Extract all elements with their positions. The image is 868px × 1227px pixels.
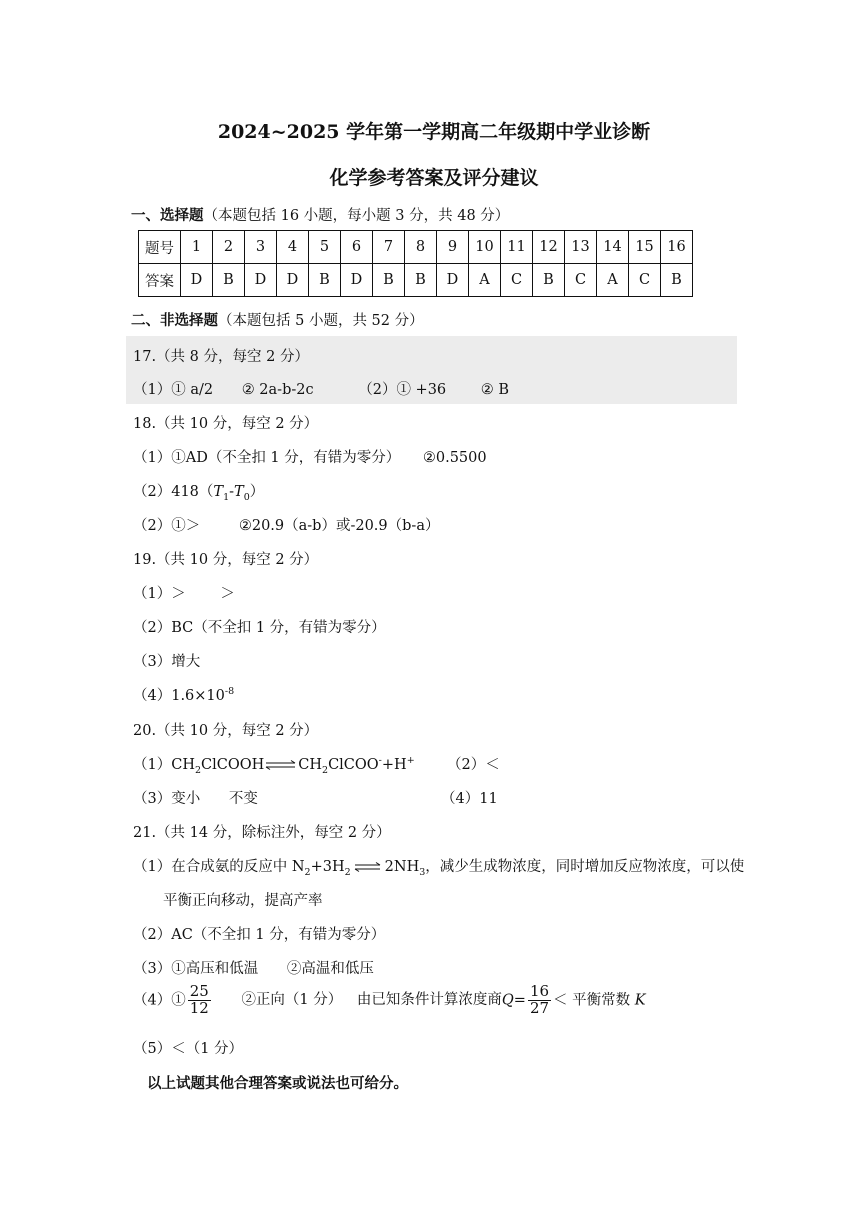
question-number: 15	[629, 231, 661, 264]
section1-heading: 一、选择题	[131, 207, 204, 224]
q20-eq-right-mid: ClCOO	[328, 757, 379, 773]
question-number: 13	[565, 231, 597, 264]
q18-temp-t1-sub: 1	[223, 491, 230, 503]
closing-note: 以上试题其他合理答案或说法也可给分。	[147, 1075, 408, 1092]
question-number: 5	[309, 231, 341, 264]
section2-heading-line	[131, 309, 424, 330]
q21-part1-mid: +3H	[310, 859, 345, 875]
fraction-numerator: 16	[529, 982, 550, 1000]
answer-cell: D	[245, 264, 277, 297]
q21-equals: =	[513, 992, 526, 1009]
q21-answer-line-1	[133, 855, 744, 878]
q19-answer-line-2: （2）BC（不全扣 1 分，有错为零分）	[133, 620, 386, 636]
q21-sub1: 2	[304, 866, 311, 878]
section2-description: （本题包括 5 小题，共 52 分）	[218, 313, 424, 329]
q21-constant-symbol: K	[634, 992, 646, 1009]
q21-answer-line-3	[133, 957, 374, 978]
q20-eq-sup2: +	[406, 755, 415, 767]
section2-heading: 二、非选择题	[131, 312, 218, 329]
q20-part2: （2）＜	[447, 757, 500, 773]
q18-temp-t1: T	[213, 484, 224, 500]
answer-cell: B	[213, 264, 245, 297]
equilibrium-arrow-icon	[351, 862, 385, 872]
q21-part4-b: ②正向（1 分）	[241, 992, 343, 1009]
q21-answer-line-1-continued: 平衡正向移动，提高产率	[163, 893, 323, 909]
q17-part1-b: ② 2a-b-2c	[241, 382, 314, 398]
q20-eq-sup1: -	[378, 755, 382, 767]
q21-part4-pre: （4）①	[133, 992, 186, 1009]
section1-heading-line	[131, 204, 509, 225]
q21-part3-b: ②高温和低压	[286, 961, 374, 977]
q19-part1-b: ＞	[220, 586, 235, 602]
fraction-denominator: 27	[529, 998, 550, 1017]
q18-header: 18.（共 10 分，每空 2 分）	[133, 416, 319, 432]
q19-part1-a: （1）＞	[133, 586, 186, 602]
question-number: 10	[469, 231, 501, 264]
answer-cell: B	[533, 264, 565, 297]
q18-part2-prefix: （2）418（	[133, 484, 214, 500]
answer-cell: D	[277, 264, 309, 297]
answer-table-row-answers	[139, 264, 693, 297]
q17-answer-line-1	[133, 378, 509, 399]
q17-part2-b: ② B	[480, 382, 510, 398]
answer-cell: B	[661, 264, 693, 297]
question-number: 7	[373, 231, 405, 264]
q18-answer-line-3	[133, 514, 439, 535]
row-label-answer: 答案	[139, 264, 181, 297]
q18-temp-t0-sub: 0	[243, 491, 250, 503]
answer-cell: D	[341, 264, 373, 297]
q21-part1-pre: （1）在合成氨的反应中 N	[133, 859, 305, 875]
question-number: 6	[341, 231, 373, 264]
q19-header: 19.（共 10 分，每空 2 分）	[133, 552, 319, 568]
q19-answer-line-1	[133, 582, 235, 603]
q21-header: 21.（共 14 分，除标注外，每空 2 分）	[133, 825, 391, 841]
q20-part4: （4）11	[441, 791, 498, 807]
equilibrium-arrow-icon	[264, 760, 298, 770]
question-number: 4	[277, 231, 309, 264]
q18-part1-a: （1）①AD（不全扣 1 分，有错为零分）	[133, 450, 401, 466]
answer-cell: B	[373, 264, 405, 297]
q18-answer-line-2	[133, 480, 264, 503]
q20-part3-a: （3）变小	[133, 791, 201, 807]
q21-answer-line-4	[133, 984, 646, 1017]
fraction-25-12	[188, 984, 211, 1017]
answer-cell: C	[565, 264, 597, 297]
answer-cell: B	[309, 264, 341, 297]
q19-answer-line-3: （3）增大	[133, 654, 201, 670]
q18-part3-a: （2）①＞	[133, 518, 201, 534]
question-number: 8	[405, 231, 437, 264]
q18-answer-line-1	[133, 446, 487, 467]
q21-sub2: 2	[344, 866, 351, 878]
answer-table-row-numbers	[139, 231, 693, 264]
q19-part4-base: （4）1.6×10	[133, 688, 225, 704]
question-number: 9	[437, 231, 469, 264]
q18-temp-t0: T	[234, 484, 244, 500]
q20-answer-line-1	[133, 753, 415, 776]
fraction-denominator: 12	[189, 998, 209, 1017]
answer-cell: A	[597, 264, 629, 297]
q17-header: 17.（共 8 分，每空 2 分）	[133, 349, 309, 365]
q18-dash: -	[229, 484, 235, 500]
q21-part1-mid2: 2NH	[384, 859, 420, 875]
q20-answer-line-2	[133, 787, 258, 808]
q21-part3-a: （3）①高压和低温	[133, 961, 259, 977]
fraction-numerator: 25	[189, 982, 209, 1000]
answer-cell: C	[629, 264, 661, 297]
q21-quotient-symbol: Q	[501, 992, 514, 1009]
question-number: 14	[597, 231, 629, 264]
q20-eq-sub1: 2	[194, 764, 202, 776]
q20-eq-left-mid: ClCOOH	[201, 757, 265, 773]
q21-less-than-text: ＜ 平衡常数	[553, 992, 631, 1009]
fraction-16-27	[528, 984, 551, 1017]
question-number: 16	[661, 231, 693, 264]
question-number: 1	[181, 231, 213, 264]
q20-part3-b: 不变	[228, 791, 258, 807]
q18-part1-b: ②0.5500	[422, 450, 487, 466]
answer-table	[138, 230, 693, 297]
q20-eq-sub2: 2	[322, 764, 329, 776]
answer-cell: A	[469, 264, 501, 297]
q21-sub3: 3	[419, 866, 426, 878]
question-number: 3	[245, 231, 277, 264]
question-number: 11	[501, 231, 533, 264]
answer-cell: C	[501, 264, 533, 297]
answer-cell: D	[437, 264, 469, 297]
q20-eq-right-pre: CH	[298, 757, 323, 773]
q21-answer-line-2: （2）AC（不全扣 1 分，有错为零分）	[133, 927, 386, 943]
section1-description: （本题包括 16 小题，每小题 3 分，共 48 分）	[203, 208, 510, 224]
q20-eq-left-pre: （1）CH	[133, 757, 195, 773]
q17-part2-a: （2）① +36	[358, 382, 447, 398]
q21-answer-line-5: （5）＜（1 分）	[133, 1041, 244, 1057]
answer-cell: B	[405, 264, 437, 297]
q21-part4-c: 由已知条件计算浓度商	[356, 992, 502, 1009]
q19-answer-line-4	[133, 684, 234, 705]
question-number: 2	[213, 231, 245, 264]
q20-header: 20.（共 10 分，每空 2 分）	[133, 723, 319, 739]
q18-part3-b: ②20.9（a-b）或-20.9（b-a）	[238, 518, 440, 534]
q20-eq-plus: +H	[381, 757, 407, 773]
q17-part1-a: （1）① a/2	[133, 382, 214, 398]
document-title: 2024~2025 学年第一学期高二年级期中学业诊断	[217, 121, 651, 143]
document-subtitle: 化学参考答案及评分建议	[329, 167, 539, 189]
question-number: 12	[533, 231, 565, 264]
q19-part4-exponent: -8	[224, 686, 235, 698]
answer-cell: D	[181, 264, 213, 297]
row-label-question: 题号	[139, 231, 181, 264]
q18-part2-suffix: ）	[249, 484, 265, 500]
q21-part1-post: ，减少生成物浓度，同时增加反应物浓度，可以使	[425, 859, 745, 875]
